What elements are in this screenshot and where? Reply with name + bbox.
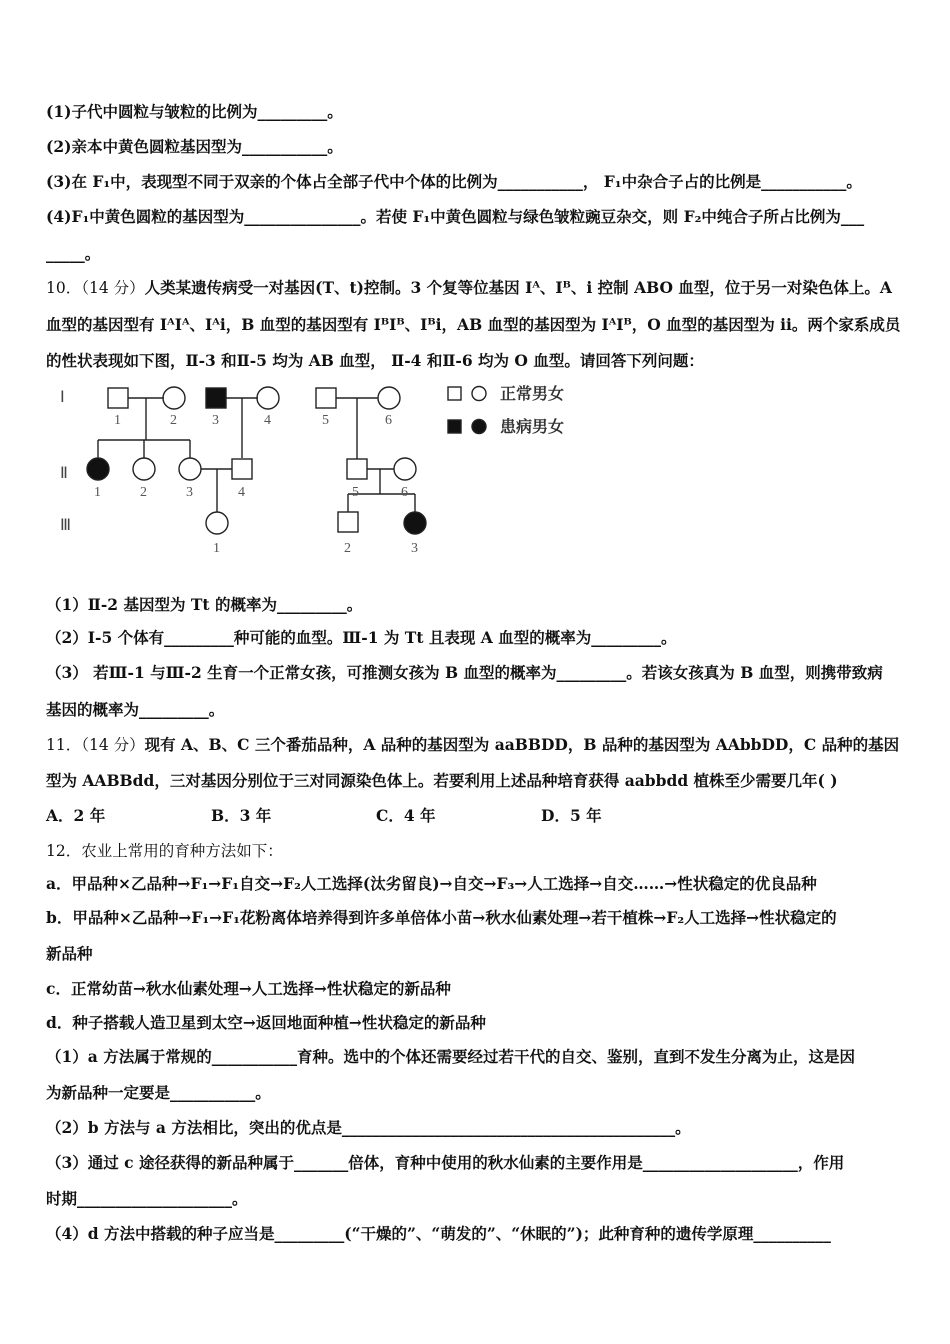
label-II-2: 2 [140, 485, 147, 500]
II-5-male [347, 459, 367, 479]
label-I-5: 5 [322, 413, 329, 428]
II-4-male [232, 459, 252, 479]
choice-b[interactable]: B．3 年 [211, 806, 272, 825]
choice-a[interactable]: A．2 年 [46, 806, 106, 825]
I-1-male [108, 388, 128, 408]
q10-stem-line3: 的性状表现如下图，Ⅱ-3 和Ⅱ-5 均为 AB 血型， Ⅱ-4 和Ⅱ-6 均为 O 血型。请回答下列问题： [46, 351, 704, 370]
q12-sub2: （2）b 方法与 a 方法相比，突出的优点是___________________________________________。 [46, 1118, 691, 1137]
q12-method-b-line2: 新品种 [46, 944, 93, 963]
II-1-female-affected [87, 458, 109, 480]
q9-part3: (3)在 F₁中，表现型不同于双亲的个体占全部子代中个体的比例为___________， F₁中杂合子占的比例是___________。 [46, 172, 862, 191]
label-III-3: 3 [411, 541, 418, 556]
q12-intro-text: 农业上常用的育种方法如下： [81, 842, 283, 860]
label-II-1: 1 [94, 485, 101, 500]
I-4-female [257, 387, 279, 409]
q11-number: 11．（14 分） [46, 736, 145, 754]
q10-stem-line1 [46, 277, 906, 299]
choice-d[interactable]: D．5 年 [541, 806, 602, 825]
legend-normal-label: 正常男女 [500, 384, 565, 403]
II-6-female [394, 458, 416, 480]
q10-sub2: （2）Ⅰ-5 个体有_________种可能的血型。Ⅲ-1 为 Tt 且表现 A 血型的概率为_________。 [46, 628, 677, 647]
label-II-5: 5 [352, 485, 359, 500]
q12-intro [46, 840, 906, 862]
q11-stem-text1: 现有 A、B、C 三个番茄品种，A 品种的基因型为 aaBBDD，B 品种的基因型为 AAbbDD，C 品种的基因 [144, 735, 900, 754]
I-2-female [163, 387, 185, 409]
II-2-female [133, 458, 155, 480]
q12-method-a: a．甲品种×乙品种→F₁→F₁自交→F₂人工选择(汰劣留良)→自交→F₃→人工选择→自交……→性状稳定的优良品种 [46, 874, 817, 893]
q12-sub3-line2: 时期____________________。 [46, 1189, 248, 1208]
label-I-3: 3 [212, 413, 219, 428]
label-I-6: 6 [385, 413, 392, 428]
label-II-4: 4 [238, 485, 245, 500]
q10-number: 10．（14 分） [46, 279, 145, 297]
III-3-female-affected [404, 512, 426, 534]
q9-part4-cont: _____。 [46, 244, 101, 263]
q11-stem-line1 [46, 734, 906, 756]
label-II-3: 3 [186, 485, 193, 500]
q12-number: 12． [46, 842, 82, 860]
gen-label-1: Ⅰ [60, 389, 65, 406]
pedigree-chart [60, 378, 600, 558]
choice-c[interactable]: C．4 年 [376, 806, 436, 825]
III-2-male [338, 512, 358, 532]
legend-affected-female-icon [472, 420, 486, 434]
legend-normal-female-icon [472, 387, 486, 401]
III-1-female [206, 512, 228, 534]
q12-method-d: d．种子搭载人造卫星到太空→返回地面种植→性状稳定的新品种 [46, 1013, 486, 1032]
label-III-1: 1 [213, 541, 220, 556]
gen-label-2: Ⅱ [60, 465, 68, 482]
q10-stem-text1: 人类某遗传病受一对基因(T、t)控制。3 个复等位基因 Iᴬ、Iᴮ、i 控制 ABO 血型，位于另一对染色体上。A [144, 278, 892, 297]
q12-method-c: c．正常幼苗→秋水仙素处理→人工选择→性状稳定的新品种 [46, 979, 451, 998]
I-3-male-affected [206, 388, 226, 408]
q10-sub3-line1: （3） 若Ⅲ-1 与Ⅲ-2 生育一个正常女孩，可推测女孩为 B 血型的概率为_________。若该女孩真为 B 血型，则携带致病 [46, 663, 883, 682]
q11-stem-line2: 型为 AABBdd，三对基因分别位于三对同源染色体上。若要利用上述品种培育获得 aabbdd 植株至少需要几年( ) [46, 771, 838, 790]
q12-sub1-line2: 为新品种一定要是___________。 [46, 1083, 271, 1102]
label-I-2: 2 [170, 413, 177, 428]
q9-part2: (2)亲本中黄色圆粒基因型为___________。 [46, 137, 343, 156]
q12-sub4: （4）d 方法中搭载的种子应当是_________(“干燥的”、“萌发的”、“休眠的”)；此种育种的遗传学原理__________ [46, 1224, 831, 1243]
q9-part1: (1)子代中圆粒与皱粒的比例为_________。 [46, 102, 343, 121]
q9-part4: (4)F₁中黄色圆粒的基因型为_______________。若使 F₁中黄色圆粒与绿色皱粒豌豆杂交，则 F₂中纯合子所占比例为___ [46, 207, 865, 226]
q10-stem-line2: 血型的基因型有 IᴬIᴬ、Iᴬi，B 血型的基因型有 IᴮIᴮ、Iᴮi，AB 血型的基因型为 IᴬIᴮ，O 血型的基因型为 ii。两个家系成员 [46, 315, 901, 334]
gen-label-3: Ⅲ [60, 517, 72, 534]
I-6-female [378, 387, 400, 409]
q10-sub1: （1）Ⅱ-2 基因型为 Tt 的概率为_________。 [46, 595, 363, 614]
I-5-male [316, 388, 336, 408]
label-III-2: 2 [344, 541, 351, 556]
label-I-1: 1 [114, 413, 121, 428]
q10-sub3-line2: 基因的概率为_________。 [46, 700, 225, 719]
q12-method-b-line1: b．甲品种×乙品种→F₁→F₁花粉离体培养得到许多单倍体小苗→秋水仙素处理→若干植株→F₂人工选择→性状稳定的 [46, 908, 837, 927]
II-3-female [179, 458, 201, 480]
q12-sub3-line1: （3）通过 c 途径获得的新品种属于_______倍体，育种中使用的秋水仙素的主要作用是____________________，作用 [46, 1153, 845, 1172]
q12-sub1-line1: （1）a 方法属于常规的___________育种。选中的个体还需要经过若干代的自交、鉴别，直到不发生分离为止，这是因 [46, 1047, 855, 1066]
q11-choices [46, 805, 906, 827]
label-II-6: 6 [401, 485, 408, 500]
legend-affected-male-icon [448, 420, 461, 433]
legend-normal-male-icon [448, 387, 461, 400]
label-I-4: 4 [264, 413, 271, 428]
legend-affected-label: 患病男女 [500, 417, 565, 436]
